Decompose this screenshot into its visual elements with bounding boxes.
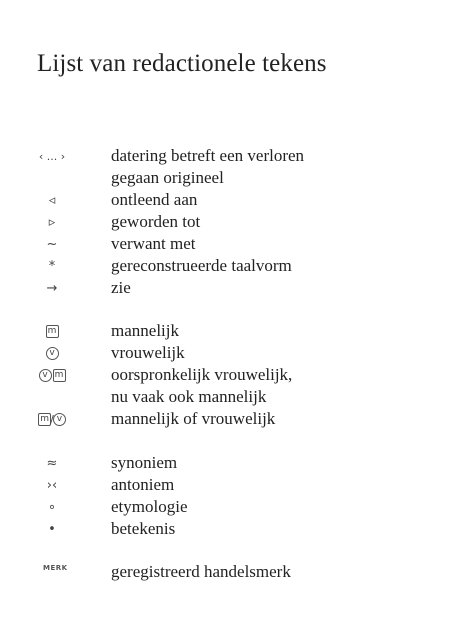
legend-label: mannelijk [111, 321, 179, 340]
legend-label-continued: gegaan origineel [111, 168, 224, 187]
tilde-icon: ~ [46, 236, 58, 252]
merk-tag-icon [43, 557, 87, 579]
legend-row-mannelijk-of-vrouwelijk [0, 408, 465, 430]
legend-label-continued: nu vaak ook mannelijk [111, 387, 267, 406]
legend-row-etymologie [0, 496, 465, 518]
legend-row-synoniem [0, 452, 465, 474]
asterisk-icon: * [48, 258, 56, 274]
m-square-icon [30, 320, 74, 342]
right-triangle-icon: ▹ [48, 214, 56, 230]
antonym-icon: ›‹ [46, 477, 58, 493]
bullet-icon: • [48, 521, 56, 537]
legend-row-mannelijk [0, 320, 465, 342]
left-triangle-icon: ◃ [48, 192, 56, 208]
v-circle-badge: v [53, 413, 66, 426]
m-square-box: m [38, 413, 51, 426]
legend-row-vrouwelijk [0, 342, 465, 364]
legend-label: vrouwelijk [111, 343, 185, 362]
legend-label: datering betreft een verloren [111, 146, 305, 165]
m-slash-v-icon [30, 408, 74, 430]
v-circle-m-square-icon [30, 364, 74, 386]
legend-label: gereconstrueerde taalvorm [111, 256, 292, 275]
legend-label: oorspronkelijk vrouwelijk, [111, 365, 293, 384]
right-arrow-icon: → [46, 280, 58, 296]
legend-row-handelsmerk [0, 561, 465, 583]
legend-row-betekenis [0, 518, 465, 540]
legend-label: geregistreerd handelsmerk [111, 562, 291, 581]
legend-row-zie [0, 277, 465, 299]
legend-label: verwant met [111, 234, 196, 253]
legend-label: synoniem [111, 453, 178, 472]
legend-row-antoniem [0, 474, 465, 496]
approx-equal-icon: ≈ [46, 455, 58, 471]
legend-label: betekenis [111, 519, 176, 538]
legend-row-verwant [0, 233, 465, 255]
legend-label: mannelijk of vrouwelijk [111, 409, 276, 428]
legend-label: geworden tot [111, 212, 201, 231]
legend-label: antoniem [111, 475, 175, 494]
legend-row-geworden [0, 211, 465, 233]
m-square-box: m [53, 369, 66, 382]
v-circle-badge: v [39, 369, 52, 382]
v-circle-badge: v [46, 347, 59, 360]
legend-row-datering-cont [0, 167, 465, 189]
legend-row-ontleend [0, 189, 465, 211]
m-square-box: m [46, 325, 59, 338]
legend-label: zie [111, 278, 131, 297]
legend-row-oorspronkelijk-vrouwelijk [0, 364, 465, 386]
legend-row-datering [0, 145, 465, 167]
legend-label: ontleend aan [111, 190, 198, 209]
legend-label: etymologie [111, 497, 188, 516]
small-circle-icon: ∘ [47, 499, 57, 515]
merk-tag-text: MERK [43, 564, 68, 572]
legend-row-gereconstrueerd [0, 255, 465, 277]
angle-brackets-ellipsis-icon: ‹ ... › [38, 149, 66, 163]
v-circle-icon [30, 342, 74, 364]
page-title: Lijst van redactionele tekens [37, 50, 327, 77]
legend-row-oorspronkelijk-cont [0, 386, 465, 408]
slash-glyph: / [50, 412, 54, 426]
